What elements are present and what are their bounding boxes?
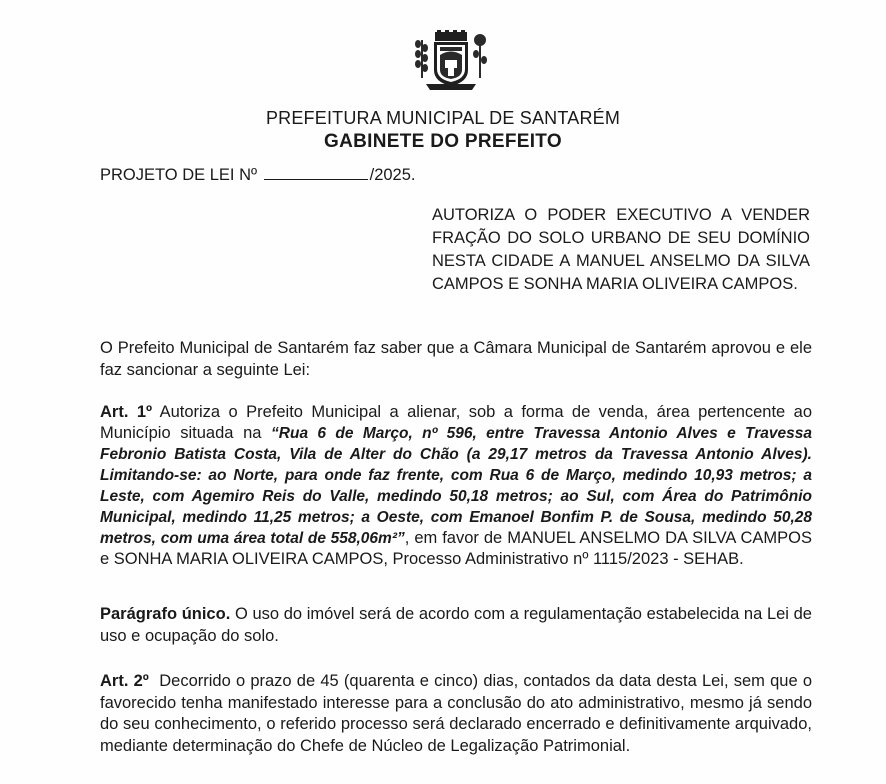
article-1-text-a: Autoriza o Prefeito Municipal a alienar, sob a forma de venda, área pertencente ao Município situada na xyxy=(100,403,813,442)
bill-number-line xyxy=(100,165,415,185)
bill-number-suffix: /2025. xyxy=(369,166,416,184)
municipal-coat-of-arms-icon xyxy=(412,30,492,94)
preamble: O Prefeito Municipal de Santarém faz saber que a Câmara Municipal de Santarém aprovou e ele faz sancionar a seguinte Lei: xyxy=(100,339,812,379)
article-2 xyxy=(100,671,812,757)
sole-paragraph-text: O uso do imóvel será de acordo com a regulamentação estabelecida na Lei de uso e ocupação do solo. xyxy=(100,605,812,645)
article-1-label: Art. 1º xyxy=(100,403,153,421)
institution-name: PREFEITURA MUNICIPAL DE SANTARÉM xyxy=(265,108,621,128)
bill-number-blank xyxy=(264,165,368,180)
bill-summary: AUTORIZA O PODER EXECUTIVO A VENDER FRAÇÃO DO SOLO URBANO DE SEU DOMÍNIO NESTA CIDADE A MANUEL ANSELMO DA SILVA CAMPOS E SONHA MARIA OLIVEIRA CAMPOS. xyxy=(432,206,810,293)
article-1-property-description: “Rua 6 de Março, nº 596, entre Travessa Antonio Alves e Travessa Febronio Batista Costa, Vila de Alter do Chão (a 29,17 metros da Travessa Antonio Alves). Limitando-se: ao Norte, para onde faz frente, com Rua 6 de Março, medindo 10,93 metros; a Leste, com Agemiro Reis do Valle, medindo 50,18 metros; ao Sul, com Área do Patrimônio Municipal, medindo 11,25 metros; a Oeste, com Emanoel Bonfim P. de Sousa, medindo 50,28 metros, com uma área total de 558,06m²” xyxy=(100,425,812,547)
bill-number-prefix: PROJETO DE LEI Nº xyxy=(100,166,258,184)
article-2-text: Decorrido o prazo de 45 (quarenta e cinco) dias, contados da data desta Lei, sem que o favorecido tenha manifestado interesse para a conclusão do ato administrativo, mesmo já sendo do seu conhecimento, o referido processo será declarado encerrado e definitivamente arquivado, mediante determinação do Chefe de Núcleo de Legalização Patrimonial. xyxy=(100,672,813,755)
office-title: GABINETE DO PREFEITO xyxy=(324,131,562,152)
article-1-text-b: , em favor de MANUEL ANSELMO DA SILVA CAMPOS e SONHA MARIA OLIVEIRA CAMPOS, Processo Administrativo nº 1115/2023 - SEHAB. xyxy=(100,529,812,568)
article-1 xyxy=(100,402,812,570)
article-2-label: Art. 2º xyxy=(100,672,149,690)
sole-paragraph-label: Parágrafo único. xyxy=(100,605,231,623)
sole-paragraph xyxy=(100,604,812,647)
